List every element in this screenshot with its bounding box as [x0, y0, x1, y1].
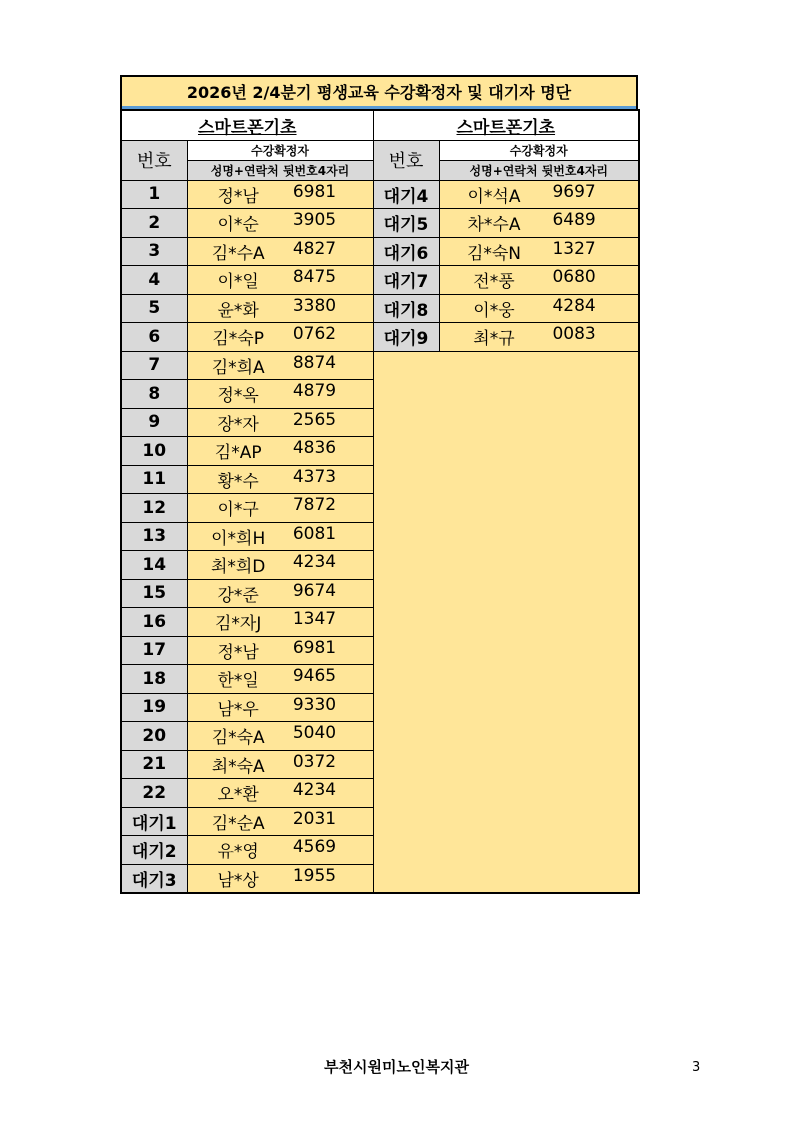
phone-last4: 8475 [292, 267, 337, 288]
phone-last4: 0680 [552, 267, 596, 288]
member-name: 남*우 [217, 699, 259, 720]
phone-last4: 6081 [292, 523, 337, 544]
member-name: 강*준 [217, 585, 259, 606]
left-row-entry [187, 465, 373, 494]
right-row-number: 대기7 [373, 266, 439, 295]
left-row-number: 10 [121, 437, 187, 466]
phone-last4: 1327 [552, 238, 596, 259]
left-row-entry [187, 437, 373, 466]
left-row-entry [187, 209, 373, 238]
left-row-number: 1 [121, 180, 187, 209]
phone-last4: 9465 [292, 666, 337, 687]
table-row [121, 266, 639, 295]
member-name: 김*AP [214, 443, 262, 464]
phone-last4: 2565 [292, 409, 337, 430]
roster-container [120, 75, 638, 894]
member-name: 김*희A [211, 357, 265, 378]
right-row-entry [439, 294, 639, 323]
left-row-entry [187, 579, 373, 608]
member-name: 김*숙P [212, 329, 264, 350]
phone-last4: 1955 [292, 865, 337, 886]
phone-last4: 6489 [552, 210, 596, 231]
page-number: 3 [692, 1060, 701, 1075]
left-row-entry [187, 180, 373, 209]
phone-last4: 0083 [552, 324, 596, 345]
member-name: 이*웅 [473, 300, 515, 321]
phone-last4: 3905 [292, 210, 337, 231]
left-row-entry [187, 494, 373, 523]
left-row-number: 대기1 [121, 807, 187, 836]
left-row-entry [187, 608, 373, 637]
member-name: 유*영 [217, 842, 259, 863]
roster-table [120, 109, 640, 894]
left-row-number: 대기2 [121, 836, 187, 865]
phone-last4: 7872 [292, 495, 337, 516]
member-name: 김*자J [215, 614, 262, 635]
left-row-number: 9 [121, 408, 187, 437]
left-name-phone-header: 성명+연락처 뒷번호4자리 [187, 160, 373, 180]
phone-last4: 4284 [552, 295, 596, 316]
member-name: 김*숙A [211, 728, 265, 749]
right-confirmed-header: 수강확정자 [439, 140, 639, 160]
right-row-number: 대기5 [373, 209, 439, 238]
right-name-phone-header: 성명+연락처 뒷번호4자리 [439, 160, 639, 180]
right-row-number: 대기8 [373, 294, 439, 323]
left-row-number: 13 [121, 522, 187, 551]
left-row-entry [187, 864, 373, 893]
left-row-entry [187, 522, 373, 551]
phone-last4: 9697 [552, 181, 596, 202]
member-name: 정*남 [217, 642, 259, 663]
left-row-number: 20 [121, 722, 187, 751]
member-name: 차*수A [467, 215, 521, 236]
document-title: 2026년 2/4분기 평생교육 수강확정자 및 대기자 명단 [120, 75, 638, 106]
left-row-entry [187, 323, 373, 352]
left-row-number: 6 [121, 323, 187, 352]
right-row-entry [439, 180, 639, 209]
left-row-entry [187, 693, 373, 722]
table-row [121, 237, 639, 266]
phone-last4: 4234 [292, 552, 337, 573]
left-row-entry [187, 294, 373, 323]
phone-last4: 1347 [292, 609, 337, 630]
left-row-entry [187, 665, 373, 694]
left-row-entry [187, 237, 373, 266]
right-number-header: 번호 [373, 140, 439, 180]
phone-last4: 4827 [292, 238, 337, 259]
member-name: 최*규 [473, 329, 515, 350]
left-row-entry [187, 408, 373, 437]
member-name: 오*환 [217, 785, 259, 806]
phone-last4: 9674 [292, 580, 337, 601]
phone-last4: 0762 [292, 324, 337, 345]
phone-last4: 4836 [292, 438, 337, 459]
table-row [121, 209, 639, 238]
left-confirmed-header: 수강확정자 [187, 140, 373, 160]
member-name: 김*수A [211, 243, 265, 264]
left-row-number: 19 [121, 693, 187, 722]
member-name: 이*구 [217, 500, 259, 521]
left-section-title: 스마트폰기초 [121, 110, 373, 140]
footer-organization: 부천시원미노인복지관 [324, 1058, 469, 1076]
left-row-entry [187, 722, 373, 751]
left-row-number: 7 [121, 351, 187, 380]
right-row-number: 대기6 [373, 237, 439, 266]
left-row-entry [187, 351, 373, 380]
left-row-number: 12 [121, 494, 187, 523]
phone-last4: 2031 [292, 808, 337, 829]
right-row-entry [439, 237, 639, 266]
member-name: 김*숙N [466, 243, 521, 264]
right-row-number: 대기4 [373, 180, 439, 209]
left-row-number: 21 [121, 750, 187, 779]
member-name: 황*수 [217, 471, 259, 492]
member-name: 한*일 [217, 671, 259, 692]
member-name: 전*풍 [473, 272, 515, 293]
phone-last4: 4569 [292, 837, 337, 858]
phone-last4: 3380 [292, 295, 337, 316]
phone-last4: 5040 [292, 723, 337, 744]
right-empty-area [373, 351, 639, 893]
left-row-number: 18 [121, 665, 187, 694]
member-name: 윤*화 [217, 300, 259, 321]
left-row-number: 8 [121, 380, 187, 409]
member-name: 남*상 [217, 870, 259, 891]
left-row-entry [187, 807, 373, 836]
left-row-number: 3 [121, 237, 187, 266]
left-number-header: 번호 [121, 140, 187, 180]
left-row-number: 대기3 [121, 864, 187, 893]
table-row [121, 351, 639, 380]
left-row-entry [187, 266, 373, 295]
left-row-entry [187, 551, 373, 580]
member-name: 정*옥 [217, 386, 259, 407]
left-row-number: 16 [121, 608, 187, 637]
right-row-entry [439, 209, 639, 238]
member-name: 이*순 [217, 215, 259, 236]
member-name: 이*석A [467, 186, 521, 207]
phone-last4: 9330 [292, 694, 337, 715]
phone-last4: 4234 [292, 780, 337, 801]
left-row-number: 11 [121, 465, 187, 494]
table-row [121, 323, 639, 352]
left-row-entry [187, 380, 373, 409]
right-row-number: 대기9 [373, 323, 439, 352]
left-row-number: 22 [121, 779, 187, 808]
left-row-number: 15 [121, 579, 187, 608]
left-row-number: 5 [121, 294, 187, 323]
table-row [121, 180, 639, 209]
table-row [121, 294, 639, 323]
right-row-entry [439, 323, 639, 352]
phone-last4: 4879 [292, 381, 337, 402]
phone-last4: 4373 [292, 466, 337, 487]
member-name: 이*희H [211, 528, 266, 549]
right-row-entry [439, 266, 639, 295]
phone-last4: 8874 [292, 352, 337, 373]
left-row-number: 4 [121, 266, 187, 295]
member-name: 장*자 [217, 414, 259, 435]
member-name: 김*순A [211, 813, 265, 834]
left-row-entry [187, 636, 373, 665]
left-row-entry [187, 779, 373, 808]
phone-last4: 6981 [292, 181, 337, 202]
right-section-title: 스마트폰기초 [373, 110, 639, 140]
left-row-entry [187, 836, 373, 865]
member-name: 이*일 [217, 272, 259, 293]
member-name: 최*희D [210, 557, 266, 578]
left-row-entry [187, 750, 373, 779]
phone-last4: 0372 [292, 751, 337, 772]
left-row-number: 17 [121, 636, 187, 665]
member-name: 최*숙A [211, 756, 265, 777]
left-row-number: 14 [121, 551, 187, 580]
phone-last4: 6981 [292, 637, 337, 658]
left-row-number: 2 [121, 209, 187, 238]
member-name: 정*남 [217, 186, 259, 207]
